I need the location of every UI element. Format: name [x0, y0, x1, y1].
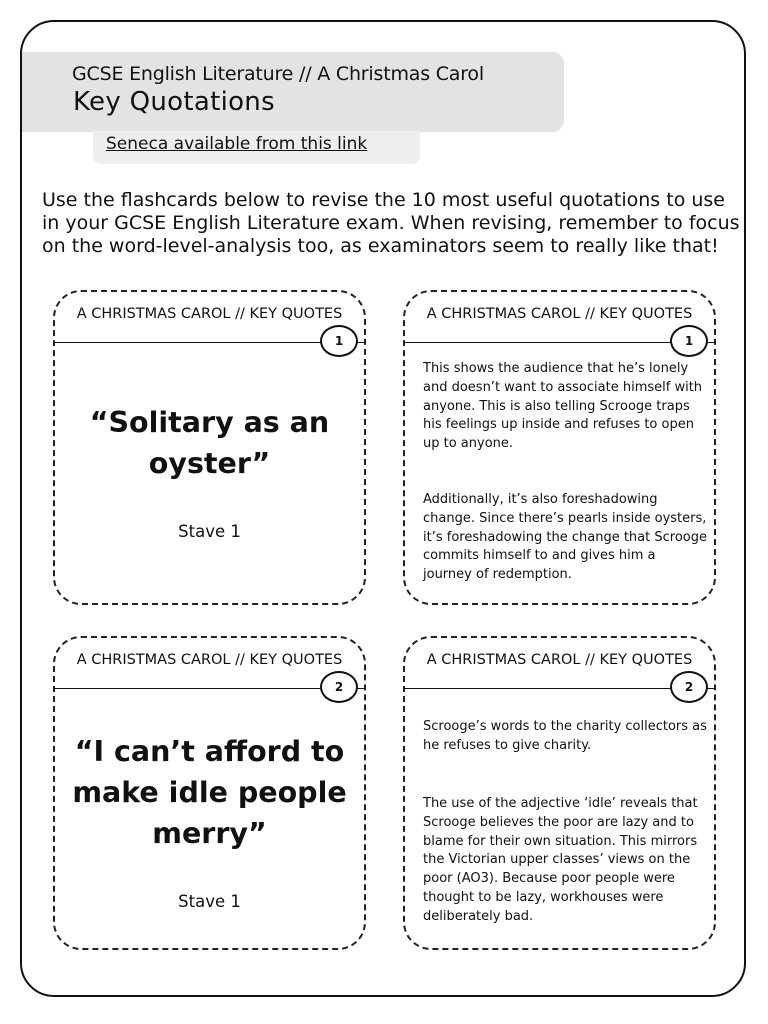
card-number-badge: 1: [670, 325, 708, 357]
card-number-badge: 2: [670, 671, 708, 703]
quote-line: make idle people: [72, 776, 347, 809]
intro-text: Use the flashcards below to revise the 10 most useful quotations to use in your GCSE English Literature exam. When revising, remember to focus on the word-level-analysis too, as examinators seem to really like that!: [42, 189, 740, 257]
quote-line: “Solitary as an: [89, 406, 330, 439]
analysis-paragraph: Additionally, it’s also foreshadowing change. Since there’s pearls inside oysters, it’s foreshadowing the change that Scrooge commits himself to and gives him a journey of redemption.: [423, 492, 707, 583]
card-number-badge: 1: [320, 325, 358, 357]
card-header: A CHRISTMAS CAROL // KEY QUOTES: [76, 306, 343, 322]
quote-text: [55, 731, 364, 854]
card-header: A CHRISTMAS CAROL // KEY QUOTES: [76, 652, 343, 668]
analysis-paragraph: Scrooge’s words to the charity collectors as he refuses to give charity.: [423, 719, 707, 753]
quote-line: “I can’t afford to: [74, 735, 345, 768]
analysis-paragraph: The use of the adjective ‘idle’ reveals that Scrooge believes the poor are lazy and to blame for their own situation. This mirrors the Victorian upper classes’ views on the poor (AO3). Because poor people were thought to be lazy, workhouses were deliberately bad.: [423, 796, 698, 924]
analysis-paragraph: This shows the audience that he’s lonely and doesn’t want to associate himself with anyone. This is also telling Scrooge traps his feelings up inside and refuses to open up to anyone.: [423, 361, 703, 452]
quote-line: oyster”: [148, 447, 271, 480]
stave-label: Stave 1: [178, 892, 241, 911]
flashcard-1-back: [403, 290, 716, 605]
flashcard-1-front: [53, 290, 366, 605]
subject-title: GCSE English Literature // A Christmas Carol: [72, 63, 484, 85]
card-header: A CHRISTMAS CAROL // KEY QUOTES: [426, 652, 693, 668]
quote-line: merry”: [152, 817, 267, 850]
card-header: A CHRISTMAS CAROL // KEY QUOTES: [426, 306, 693, 322]
card-divider: [53, 342, 366, 343]
card-divider: [403, 342, 716, 343]
card-divider: [403, 688, 716, 689]
quote-text: [55, 402, 364, 484]
stave-label: Stave 1: [178, 522, 241, 541]
flashcard-2-front: [53, 636, 366, 950]
seneca-link[interactable]: Seneca available from this link: [106, 134, 368, 154]
card-number-badge: 2: [320, 671, 358, 703]
flashcard-2-back: [403, 636, 716, 950]
page-title: Key Quotations: [73, 87, 275, 117]
card-divider: [53, 688, 366, 689]
